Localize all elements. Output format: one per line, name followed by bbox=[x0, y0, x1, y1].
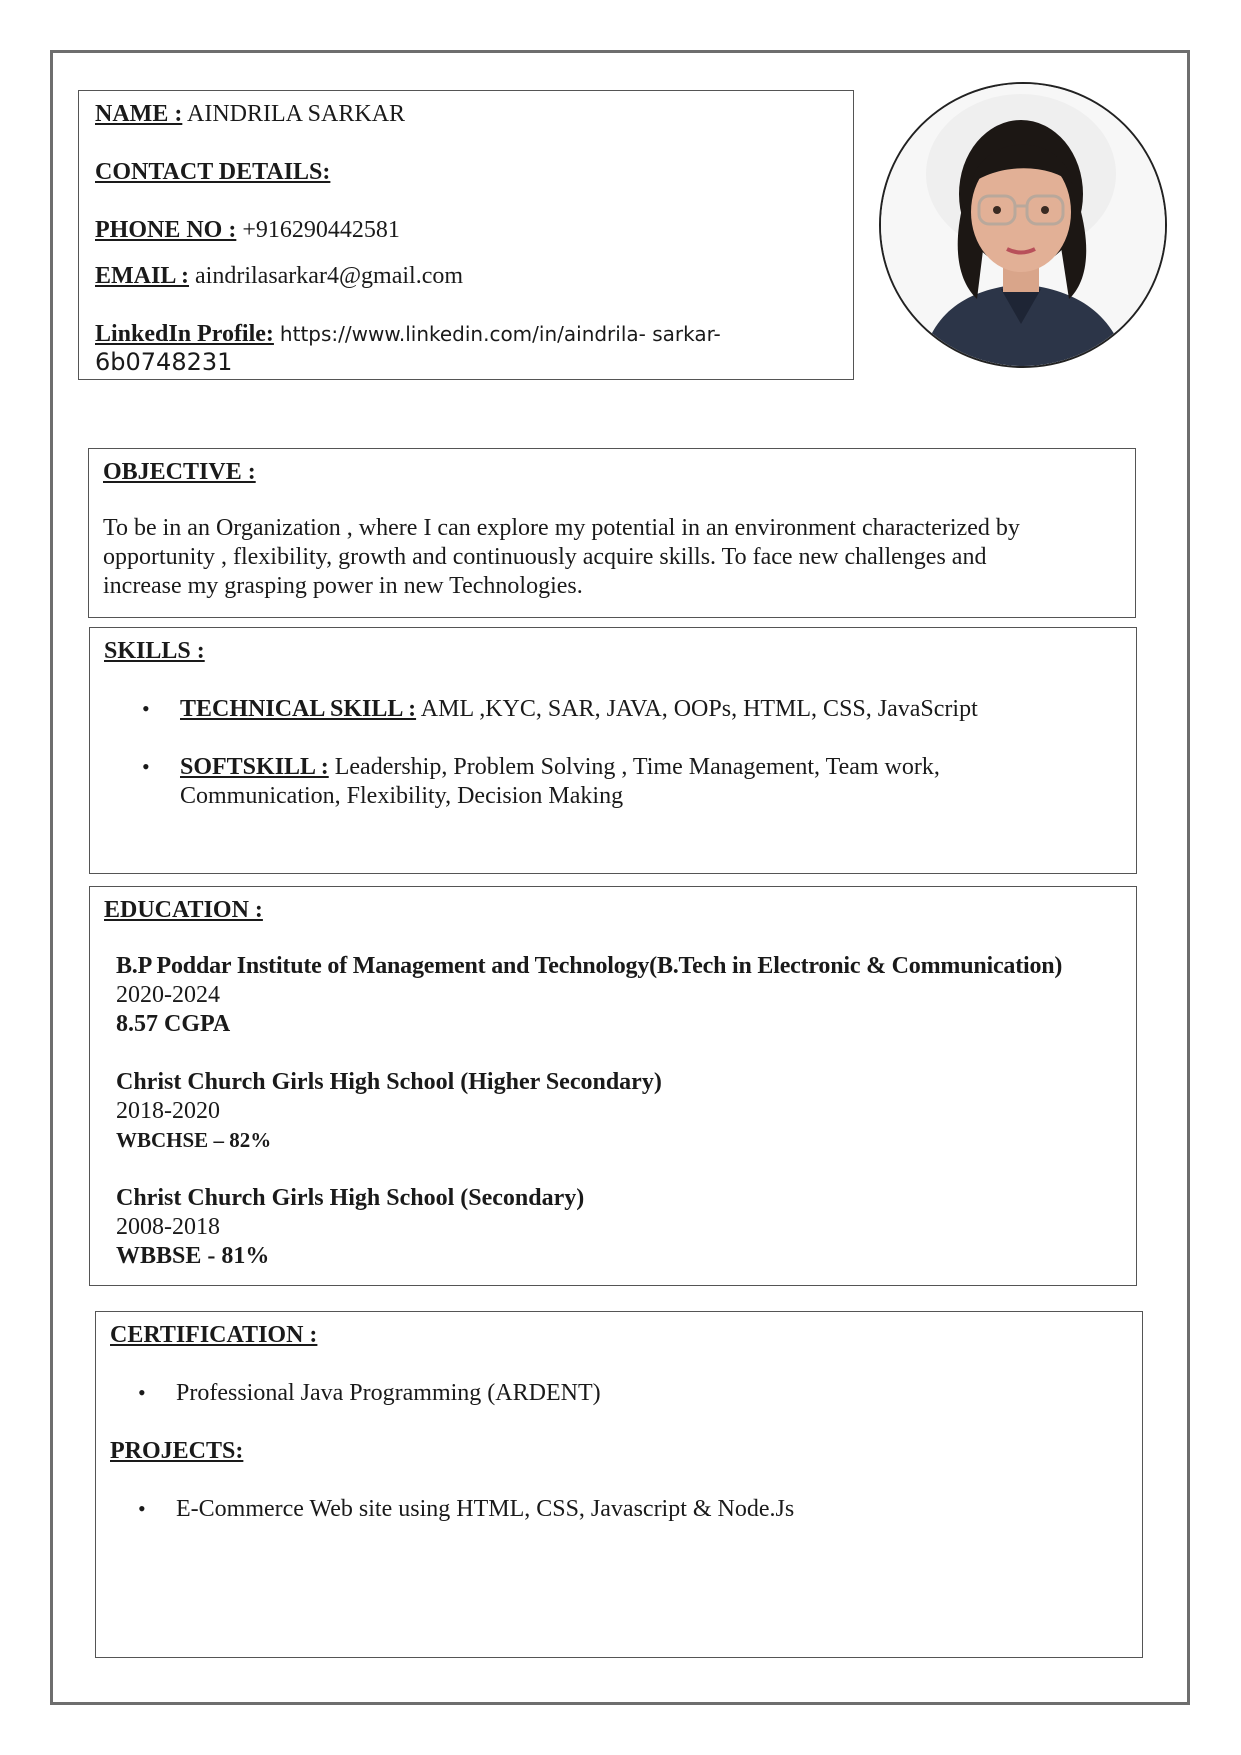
objective-section bbox=[88, 448, 1136, 618]
linkedin-label: LinkedIn Profile: bbox=[95, 321, 274, 347]
skills-section bbox=[89, 627, 1137, 874]
name-value: AINDRILA SARKAR bbox=[187, 101, 406, 127]
soft-skill-value: Leadership, Problem Solving , Time Management, Team work, bbox=[334, 754, 940, 780]
technical-skill-value: AML ,KYC, SAR, JAVA, OOPs, HTML, CSS, JavaScript bbox=[420, 696, 978, 722]
soft-skill-line bbox=[180, 752, 940, 782]
linkedin-url[interactable]: https://www.linkedin.com/in/aindrila- sarkar- bbox=[279, 322, 721, 346]
education-years: 2008-2018 bbox=[116, 1214, 220, 1240]
bullet-icon: • bbox=[138, 1380, 146, 1405]
linkedin-url-cont[interactable]: 6b0748231 bbox=[95, 348, 233, 376]
technical-skill-line bbox=[180, 694, 978, 724]
education-section bbox=[89, 886, 1137, 1286]
phone-value: +916290442581 bbox=[242, 217, 400, 243]
email-line bbox=[95, 261, 463, 291]
soft-skill-value-cont: Communication, Flexibility, Decision Making bbox=[180, 783, 624, 809]
education-institution: Christ Church Girls High School (Higher Secondary) bbox=[116, 1069, 662, 1095]
email-label: EMAIL : bbox=[95, 263, 190, 289]
education-institution: B.P Poddar Institute of Management and Technology(B.Tech in Electronic & Communication) bbox=[116, 953, 1063, 979]
linkedin-line bbox=[95, 319, 721, 349]
education-institution: Christ Church Girls High School (Secondary) bbox=[116, 1185, 585, 1211]
bullet-icon: • bbox=[142, 754, 150, 779]
objective-heading: OBJECTIVE : bbox=[103, 459, 256, 485]
bullet-icon: • bbox=[138, 1496, 146, 1521]
name-line bbox=[95, 99, 405, 129]
certification-item: Professional Java Programming (ARDENT) bbox=[176, 1380, 601, 1406]
objective-line-2: opportunity , flexibility, growth and continuously acquire skills. To face new challenges and bbox=[103, 544, 987, 570]
education-heading: EDUCATION : bbox=[104, 897, 263, 923]
person-portrait-icon bbox=[881, 84, 1165, 366]
contact-heading: CONTACT DETAILS: bbox=[95, 159, 331, 185]
project-item: E-Commerce Web site using HTML, CSS, Javascript & Node.Js bbox=[176, 1496, 795, 1522]
phone-line bbox=[95, 215, 400, 245]
technical-skill-label: TECHNICAL SKILL : bbox=[180, 696, 417, 722]
email-value: aindrilasarkar4@gmail.com bbox=[195, 263, 464, 289]
profile-photo bbox=[879, 82, 1167, 368]
objective-line-1: To be in an Organization , where I can explore my potential in an environment characterized by bbox=[103, 515, 1020, 541]
bullet-icon: • bbox=[142, 696, 150, 721]
contact-section bbox=[78, 90, 854, 380]
education-result: WBCHSE – 82% bbox=[116, 1128, 272, 1152]
education-result: WBBSE - 81% bbox=[116, 1243, 270, 1269]
certification-section bbox=[95, 1311, 1143, 1658]
soft-skill-label: SOFTSKILL : bbox=[180, 754, 329, 780]
skills-heading: SKILLS : bbox=[104, 638, 205, 664]
name-label: NAME : bbox=[95, 101, 183, 127]
education-result: 8.57 CGPA bbox=[116, 1011, 231, 1037]
education-years: 2018-2020 bbox=[116, 1098, 220, 1124]
education-years: 2020-2024 bbox=[116, 982, 220, 1008]
projects-heading: PROJECTS: bbox=[110, 1438, 244, 1464]
phone-label: PHONE NO : bbox=[95, 217, 237, 243]
objective-line-3: increase my grasping power in new Technologies. bbox=[103, 573, 583, 599]
certification-heading: CERTIFICATION : bbox=[110, 1322, 318, 1348]
